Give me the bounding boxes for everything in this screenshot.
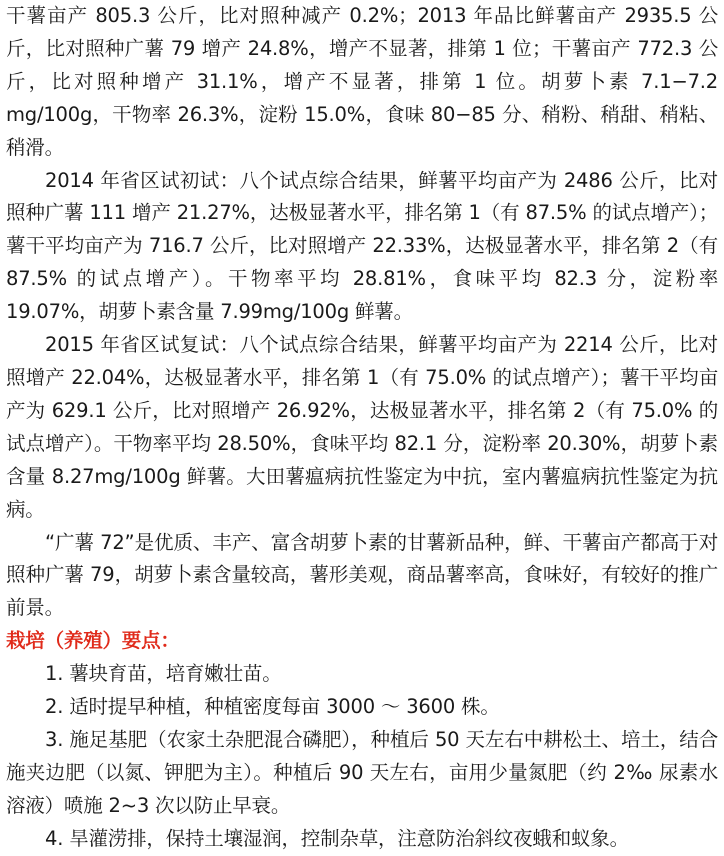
- paragraph-variety-summary: “广薯 72”是优质、丰产、富含胡萝卜素的甘薯新品种，鲜、干薯亩产都高于对照种广薯 79，胡萝卜素含量较高，薯形美观，商品薯率高，食味好，有较好的推广前景。: [6, 530, 718, 620]
- list-item-planting-density: 2. 适时提早种植，种植密度每亩 3000 ～ 3600 株。: [45, 695, 500, 719]
- list-item-seedling: 1. 薯块育苗，培育嫩壮苗。: [45, 662, 282, 686]
- section-heading-cultivation: 栽培（养殖）要点：: [6, 629, 180, 653]
- paragraph-yield-results: 干薯亩产 805.3 公斤，比对照种减产 0.2%；2013 年品比鲜薯亩产 2935.5 公斤，比对照种广薯 79 增产 24.8%，增产不显著，排第 1 位；干薯亩产 772.3 公斤，比对照种增产 31.1%，增产不显著，排第 1 位。胡萝卜素 7.1−7.2 mg/100g，干物率 26.3%，淀粉 15.0%，食味 80−85 分、稍粉、稍甜、稍粘、稍滑。: [6, 4, 718, 159]
- paragraph-2015-trial: 2015 年省区试复试：八个试点综合结果，鲜薯平均亩产为 2214 公斤，比对照增产 22.04%，达极显著水平，排名第 1（有 75.0% 的试点增产）；薯干平均亩产为 629.1 公斤，比对照增产 26.92%，达极显著水平，排名第 2（有 75.0% 的试点增产）。干物率平均 28.50%，食味平均 82.1 分，淀粉率 20.30%，胡萝卜素含量 8.27mg/100g 鲜薯。大田薯瘟病抗性鉴定为中抗，室内薯瘟病抗性鉴定为抗病。: [6, 333, 718, 521]
- paragraph-2014-trial: 2014 年省区试初试：八个试点综合结果，鲜薯平均亩产为 2486 公斤，比对照种广薯 111 增产 21.27%，达极显著水平，排名第 1（有 87.5% 的试点增产）；薯干平均亩产为 716.7 公斤，比对照增产 22.33%，达极显著水平，排名第 2（有 87.5% 的试点增产）。干物率平均 28.81%，食味平均 82.3 分，淀粉率 19.07%，胡萝卜素含量 7.99mg/100g 鲜薯。: [6, 168, 718, 324]
- list-item-fertilizer: 3. 施足基肥（农家土杂肥混合磷肥），种植后 50 天左右中耕松土、培土，结合施夹边肥（以氮、钾肥为主）。种植后 90 天左右，亩用少量氮肥（约 2‰ 尿素水溶液）喷施 2~3 次以防止早衰。: [6, 727, 718, 817]
- list-item-irrigation: 4. 旱灌涝排，保持土壤湿润，控制杂草，注意防治斜纹夜蛾和蚁象。: [45, 826, 629, 850]
